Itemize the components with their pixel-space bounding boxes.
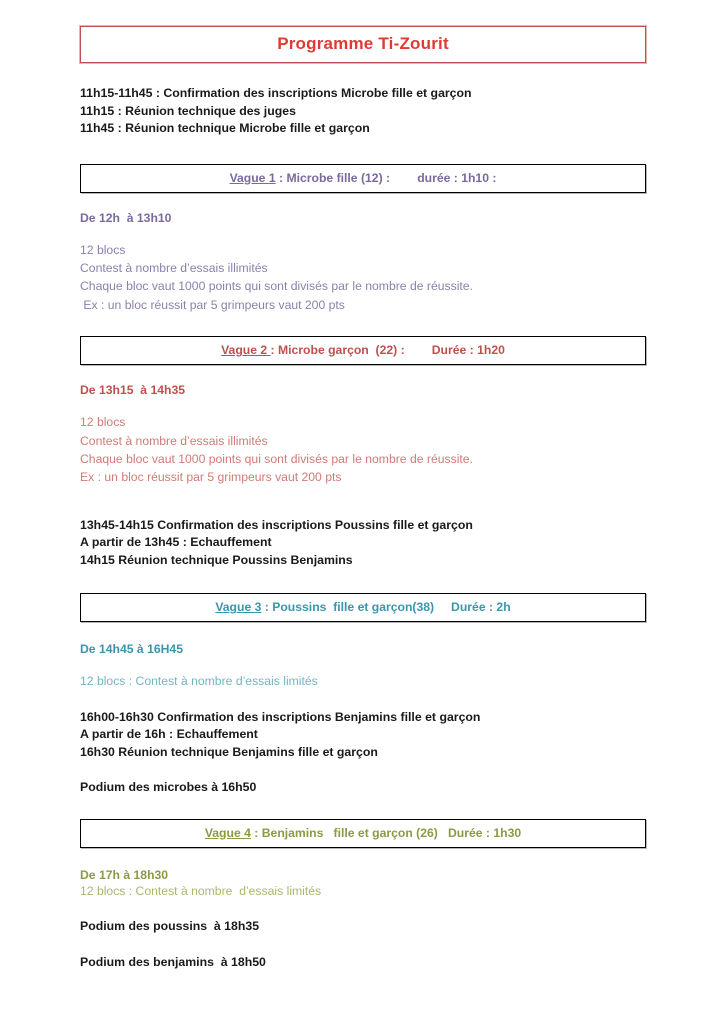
vague-2-rule-3: Chaque bloc vaut 1000 points qui sont divisés par le nombre de réussite. bbox=[80, 451, 473, 466]
vague-2-label: Vague 2 bbox=[221, 343, 271, 358]
podium-benjamins-line: Podium des benjamins à 18h50 bbox=[80, 954, 266, 969]
podium-microbes bbox=[80, 779, 646, 797]
document-content bbox=[80, 0, 646, 971]
vague-4-rule-1: 12 blocs : Contest à nombre d’essais limités bbox=[80, 883, 322, 898]
vague-4-label: Vague 4 bbox=[204, 825, 251, 840]
vague-3-category: : Poussins fille et garçon(38) bbox=[261, 600, 435, 615]
vague-1-header-line bbox=[230, 171, 497, 185]
vague-2-duration: Durée : 1h20 bbox=[431, 343, 505, 358]
vague-1-category: : Microbe fille (12) : bbox=[275, 170, 391, 185]
podium-poussins bbox=[80, 918, 646, 936]
vague-3-rule-1: 12 blocs : Contest à nombre d’essais limités bbox=[80, 674, 318, 689]
vague-3-header-box bbox=[80, 593, 646, 622]
vague-2-header-box bbox=[80, 336, 646, 365]
vague-1-label: Vague 1 bbox=[229, 170, 276, 185]
vague-4-header-line bbox=[205, 826, 521, 840]
benjamins-line-1: 16h00-16h30 Confirmation des inscriptions Benjamins fille et garçon bbox=[80, 709, 481, 724]
vague-2-rule-2: Contest à nombre d’essais illimités bbox=[80, 433, 268, 448]
vague-2-header-line bbox=[221, 343, 505, 357]
page-title: Programme Ti-Zourit bbox=[277, 34, 449, 53]
vague-2-rules bbox=[80, 413, 646, 487]
vague-4-gap bbox=[438, 826, 448, 840]
vague-4-category: : Benjamins fille et garçon (26) bbox=[250, 825, 438, 840]
vague-2-rule-4: Ex : un bloc réussit par 5 grimpeurs vaut 200 pts bbox=[80, 470, 342, 485]
vague-1-rule-3: Chaque bloc vaut 1000 points qui sont divisés par le nombre de réussite. bbox=[80, 279, 473, 294]
intro-line-3: 11h45 : Réunion technique Microbe fille et garçon bbox=[80, 121, 370, 135]
vague-3-label: Vague 3 bbox=[215, 600, 262, 615]
poussins-line-1: 13h45-14h15 Confirmation des inscriptions Poussins fille et garçon bbox=[80, 517, 473, 532]
vague-4-rules bbox=[80, 882, 646, 900]
vague-4-header-box bbox=[80, 819, 646, 848]
vague-3-duration: Durée : 2h bbox=[451, 600, 511, 615]
vague-3-header-line bbox=[215, 600, 510, 614]
benjamins-line-3: 16h30 Réunion technique Benjamins fille et garçon bbox=[80, 744, 378, 759]
poussins-line-3: 14h15 Réunion technique Poussins Benjamins bbox=[80, 552, 353, 567]
poussins-schedule-block bbox=[80, 517, 646, 570]
vague-4-duration: Durée : 1h30 bbox=[448, 825, 522, 840]
vague-1-time-range: De 12h à 13h10 bbox=[80, 210, 172, 225]
intro-line-1: 11h15-11h45 : Confirmation des inscriptions Microbe fille et garçon bbox=[80, 86, 472, 100]
vague-1-rule-4: Ex : un bloc réussit par 5 grimpeurs vaut 200 pts bbox=[80, 297, 345, 312]
intro-line-2: 11h15 : Réunion technique des juges bbox=[80, 103, 296, 118]
vague-1-rule-1: 12 blocs bbox=[80, 242, 126, 257]
vague-2-rule-1: 12 blocs bbox=[80, 415, 126, 430]
vague-1-header-box bbox=[80, 164, 646, 193]
vague-1-duration: durée : 1h10 : bbox=[417, 170, 497, 185]
intro-schedule-block bbox=[80, 85, 646, 138]
podium-benjamins bbox=[80, 954, 646, 972]
vague-3-gap bbox=[434, 600, 451, 614]
vague-3-rules bbox=[80, 672, 646, 690]
podium-poussins-line: Podium des poussins à 18h35 bbox=[80, 919, 260, 934]
vague-1-rules bbox=[80, 241, 646, 315]
benjamins-schedule-block bbox=[80, 709, 646, 762]
vague-1-gap bbox=[390, 171, 417, 185]
vague-3-time-range: De 14h45 à 16H45 bbox=[80, 642, 183, 657]
document-title-box bbox=[80, 26, 646, 63]
vague-2-gap bbox=[405, 343, 432, 357]
poussins-line-2: A partir de 13h45 : Echauffement bbox=[80, 535, 272, 550]
vague-1-rule-2: Contest à nombre d’essais illimités bbox=[80, 260, 268, 275]
podium-microbes-line: Podium des microbes à 16h50 bbox=[80, 780, 257, 795]
vague-4-time-range: De 17h à 18h30 bbox=[80, 867, 169, 882]
vague-2-category: : Microbe garçon (22) : bbox=[270, 343, 405, 358]
vague-2-time-range: De 13h15 à 14h35 bbox=[80, 383, 186, 398]
benjamins-line-2: A partir de 16h : Echauffement bbox=[80, 727, 258, 742]
